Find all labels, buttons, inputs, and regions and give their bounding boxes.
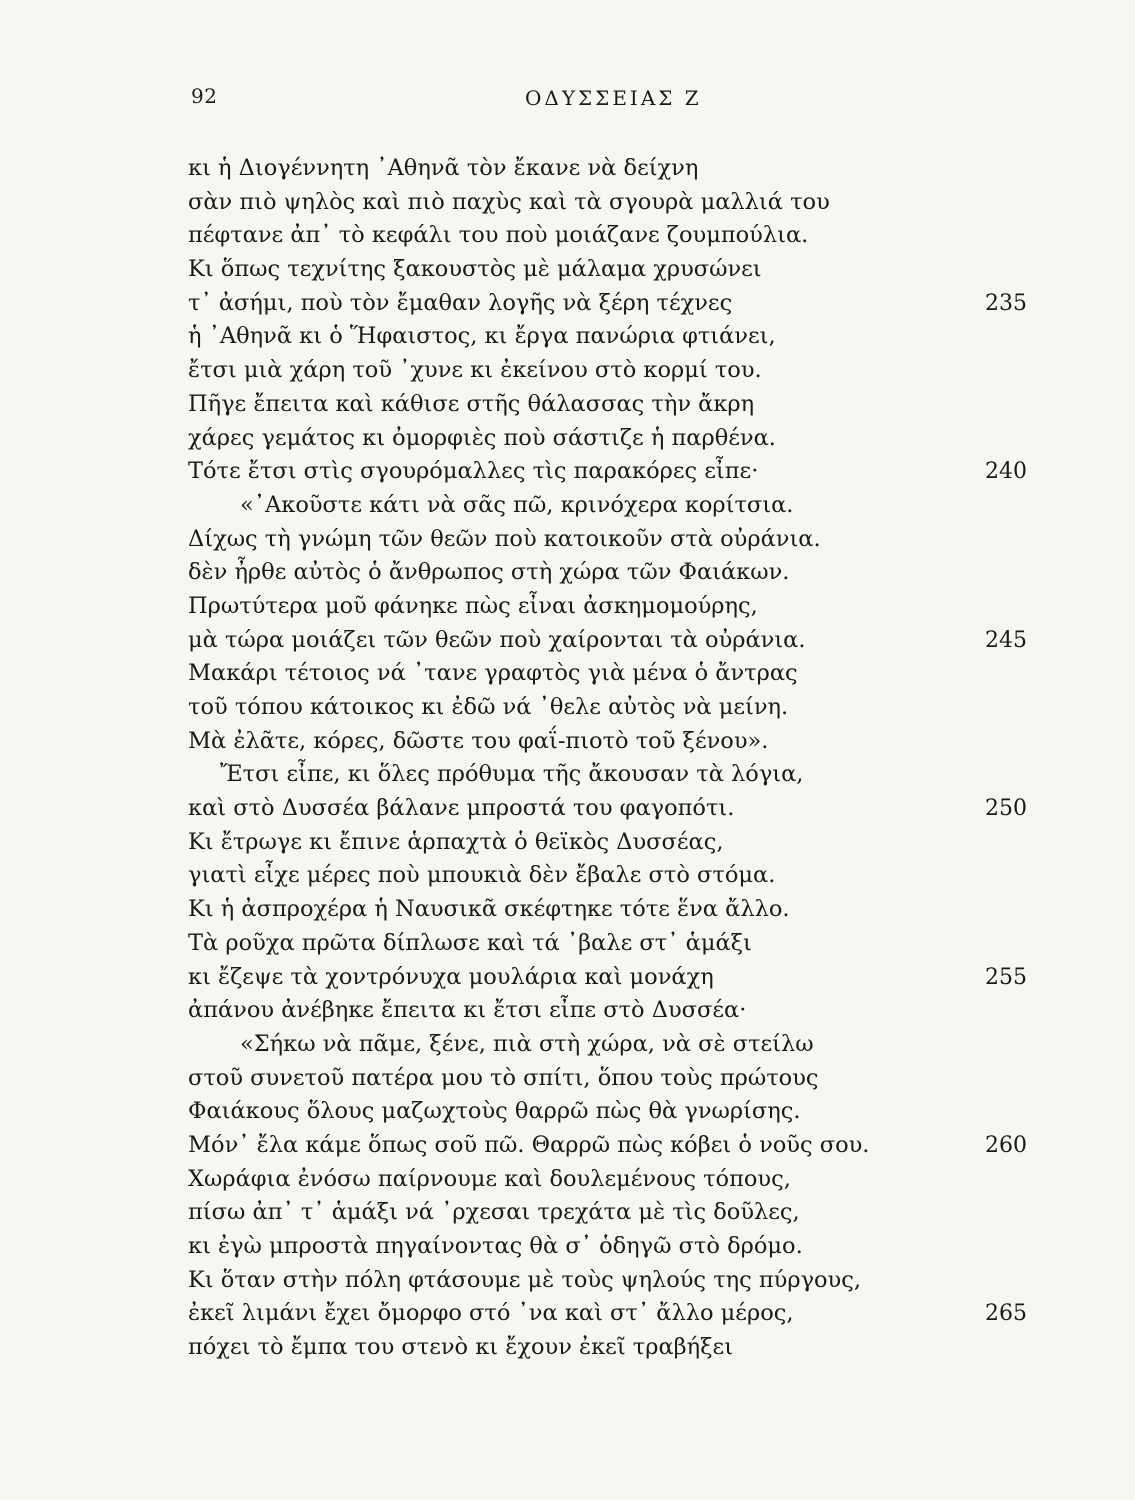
verse-text: Τότε ἔτσι στὶς σγουρόμαλλες τὶς παρακόρες εἶπε· [188,458,759,485]
verse-line [188,826,1048,860]
verse-text: σὰν πιὸ ψηλὸς καὶ πιὸ παχὺς καὶ τὰ σγουρὰ μαλλιά του [188,188,830,215]
verse-text: Τὰ ροῦχα πρῶτα δίπλωσε καὶ τά ᾿βαλε στ᾿ ἁμάξι [188,929,752,956]
verse-text: Κι ὅταν στὴν πόλη φτάσουμε μὲ τοὺς ψηλούς της πύργους, [188,1266,861,1293]
verse-text: καὶ στὸ Δυσσέα βάλανε μπροστά του φαγοπότι. [188,795,735,822]
verse-text: ἐκεῖ λιμάνι ἔχει ὄμορφο στό ᾿να καὶ στ᾿ ἄλλο μέρος, [188,1300,794,1327]
verse-line [188,1095,1048,1129]
verse-text: «Σήκω νὰ πᾶμε, ξένε, πιὰ στὴ χώρα, νὰ σὲ στείλω [240,1030,814,1057]
verse-line [188,455,1048,489]
running-title: ΟΔΥΣΣΕΙΑΣ Ζ [525,86,702,110]
verse-text: μὰ τώρα μοιάζει τῶν θεῶν ποὺ χαίρονται τὰ οὐράνια. [188,626,806,653]
verse-line [188,657,1048,691]
verse-line [188,152,1048,186]
verse-text: τ᾿ ἀσήμι, ποὺ τὸν ἔμαθαν λογῆς νὰ ξέρη τέχνες [188,289,733,316]
verse-text: κι ἐγὼ μπροστὰ πηγαίνοντας θὰ σ᾿ ὁδηγῶ στὸ δρόμο. [188,1233,803,1259]
verse-line [188,624,1048,658]
verse-line [188,859,1048,893]
verse-line [188,1028,1048,1062]
verse-text: ἀπάνου ἀνέβηκε ἔπειτα κι ἔτσι εἶπε στὸ Δυσσέα· [188,997,747,1024]
verse-line [188,388,1048,422]
verse-line [188,994,1048,1028]
verse-line [188,691,1048,725]
verse-line [188,893,1048,927]
verse-text: κι ἡ Διογέννητη ᾿Αθηνᾶ τὸν ἔκανε νὰ δείχνη [188,155,699,181]
verse-line [188,1062,1048,1096]
line-number: 235 [985,290,1027,316]
verse-block [188,152,1048,1365]
verse-line [188,590,1048,624]
verse-line [188,1230,1048,1264]
verse-line [188,1264,1048,1298]
verse-text: τοῦ τόπου κάτοικος κι ἐδῶ νά ᾿θελε αὐτὸς νὰ μείνη. [188,694,789,720]
verse-line [188,1163,1048,1197]
verse-text: Μακάρι τέτοιος νά ᾿τανε γραφτὸς γιὰ μένα ὁ ἄντρας [188,660,798,687]
verse-line [188,253,1048,287]
verse-text: Φαιάκους ὅλους μαζωχτοὺς θαρρῶ πὼς θὰ γνωρίσης. [188,1098,801,1125]
verse-text: ἡ ᾿Αθηνᾶ κι ὁ Ἥφαιστος, κι ἔργα πανώρια φτιάνει, [188,323,776,350]
verse-text: δὲν ἦρθε αὐτὸς ὁ ἄνθρωπος στὴ χώρα τῶν Φαιάκων. [188,559,790,586]
verse-text: Μόν᾿ ἔλα κάμε ὅπως σοῦ πῶ. Θαρρῶ πὼς κόβει ὁ νοῦς σου. [188,1131,870,1158]
verse-text: Μὰ ἐλᾶτε, κόρες, δῶστε του φαΐ-πιοτὸ τοῦ ξένου». [188,727,769,754]
verse-line [188,186,1048,220]
verse-line [188,320,1048,354]
verse-text: πόχει τὸ ἔμπα του στενὸ κι ἔχουν ἐκεῖ τραβήξει [188,1334,734,1361]
verse-line [188,725,1048,759]
verse-line [188,354,1048,388]
verse-line [188,287,1048,321]
verse-line [188,927,1048,961]
verse-line [188,1297,1048,1331]
verse-line [188,961,1048,995]
verse-line [188,523,1048,557]
verse-text: Δίχως τὴ γνώμη τῶν θεῶν ποὺ κατοικοῦν στὰ οὐράνια. [188,525,821,552]
line-number: 250 [985,796,1027,822]
verse-text: πίσω ἀπ᾿ τ᾿ ἁμάξι νά ᾿ρχεσαι τρεχάτα μὲ τὶς δοῦλες, [188,1199,800,1226]
line-number: 255 [985,964,1027,990]
verse-line [188,758,1048,792]
verse-text: Χωράφια ἐνόσω παίρνουμε καὶ δουλεμένους τόπους, [188,1165,791,1192]
line-number: 245 [985,627,1027,653]
verse-line [188,792,1048,826]
verse-line [188,1331,1048,1365]
verse-line [188,219,1048,253]
verse-text: ἔτσι μιὰ χάρη τοῦ ᾿χυνε κι ἐκείνου στὸ κορμί του. [188,357,762,384]
verse-text: γιατὶ εἶχε μέρες ποὺ μπουκιὰ δὲν ἔβαλε στὸ στόμα. [188,862,776,889]
verse-text: Ἔτσι εἶπε, κι ὅλες πρόθυμα τῆς ἄκουσαν τὰ λόγια, [220,761,804,788]
verse-text: Κι ὅπως τεχνίτης ξακουστὸς μὲ μάλαμα χρυσώνει [188,256,762,283]
verse-line [188,1196,1048,1230]
line-number: 265 [985,1301,1027,1327]
verse-line [188,556,1048,590]
verse-text: «᾿Ακοῦστε κάτι νὰ σᾶς πῶ, κρινόχερα κορίτσια. [240,491,794,518]
verse-line [188,422,1048,456]
verse-line [188,1129,1048,1163]
line-number: 260 [985,1132,1027,1158]
verse-line [188,489,1048,523]
verse-text: Πρωτύτερα μοῦ φάνηκε πὼς εἶναι ἀσκημομούρης, [188,592,758,619]
line-number: 240 [985,459,1027,485]
verse-text: στοῦ συνετοῦ πατέρα μου τὸ σπίτι, ὅπου τοὺς πρώτους [188,1064,819,1091]
verse-text: Πῆγε ἔπειτα καὶ κάθισε στῆς θάλασσας τὴν ἄκρη [188,390,755,417]
verse-text: πέφτανε ἀπ᾿ τὸ κεφάλι του ποὺ μοιάζανε ζουμπούλια. [188,222,809,249]
verse-text: Κι ἡ ἀσπροχέρα ἡ Ναυσικᾶ σκέφτηκε τότε ἕνα ἄλλο. [188,896,790,923]
verse-text: κι ἔζεψε τὰ χοντρόνυχα μουλάρια καὶ μονάχη [188,963,714,990]
verse-text: Κι ἔτρωγε κι ἔπινε ἁρπαχτὰ ὁ θεϊκὸς Δυσσέας, [188,828,724,855]
verse-text: χάρες γεμάτος κι ὀμορφιὲς ποὺ σάστιζε ἡ παρθένα. [188,424,776,451]
page-number: 92 [191,84,218,108]
